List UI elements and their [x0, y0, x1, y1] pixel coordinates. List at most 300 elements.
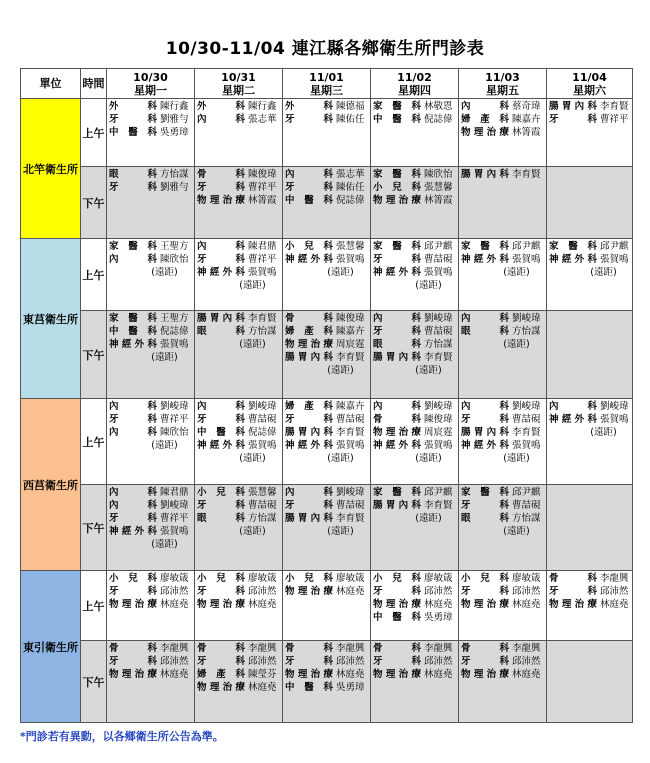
clinic-entry: [109, 426, 192, 439]
department: 內 科: [197, 401, 245, 412]
department: 神經外科: [197, 267, 245, 278]
clinic-entry: [285, 338, 368, 351]
clinic-entry: [285, 499, 368, 512]
department: 物理治療: [109, 599, 157, 610]
remote-note: (遠距): [503, 339, 530, 350]
doctor-name: 林庭堯: [424, 599, 453, 610]
doctor-name: 邱沛然: [160, 586, 189, 597]
department: 物理治療: [549, 599, 597, 610]
doctor-name: 劉峻瑋: [512, 313, 541, 324]
schedule-row: [21, 641, 633, 723]
department: 物理治療: [285, 586, 333, 597]
doctor-name: 張賀鳴: [424, 440, 453, 451]
doctor-name: 張志華: [248, 114, 277, 125]
doctor-name: 王聖方: [160, 241, 189, 252]
clinic-entry: [373, 351, 456, 364]
department: 骨 科: [197, 169, 245, 180]
department: 小 兒 科: [373, 182, 421, 193]
department: 物理治療: [373, 195, 421, 206]
department: 婦 產 科: [285, 401, 333, 412]
doctor-name: 林庭堯: [336, 586, 365, 597]
doctor-name: 陳嘉卉: [512, 114, 541, 125]
clinic-entry: [285, 512, 368, 525]
doctor-name: 陳君鼎: [160, 487, 189, 498]
doctor-name: 張賀鳴: [600, 254, 629, 265]
remote-note: (遠距): [415, 365, 442, 376]
department: 神經外科: [461, 254, 509, 265]
doctor-name: 劉峻瑋: [160, 500, 189, 511]
doctor-name: 李育賢: [424, 352, 453, 363]
department: 腸胃內科: [461, 427, 509, 438]
department: 中 醫 科: [373, 612, 421, 623]
doctor-name: 林庭堯: [248, 599, 277, 610]
schedule-cell: [547, 167, 633, 239]
clinic-entry: [197, 240, 280, 253]
department: 物理治療: [109, 669, 157, 680]
clinic-entry: [549, 100, 630, 113]
schedule-cell: [107, 399, 195, 485]
department: 內 科: [373, 401, 421, 412]
doctor-name: 劉雅勻: [160, 114, 189, 125]
department: 牙 科: [197, 656, 245, 667]
clinic-entry: [373, 100, 456, 113]
doctor-name: 張賀鳴: [424, 267, 453, 278]
department: 小 兒 科: [285, 573, 333, 584]
schedule-cell: [371, 167, 459, 239]
department: 內 科: [285, 487, 333, 498]
doctor-name: 林箐霞: [424, 195, 453, 206]
department: 牙 科: [549, 114, 597, 125]
department: 內 科: [109, 401, 157, 412]
department: 牙 科: [109, 414, 157, 425]
doctor-name: 李龍興: [248, 643, 277, 654]
day-header: 11/03 星期五: [459, 69, 547, 99]
clinic-entry: [461, 100, 544, 113]
clinic-entry: [109, 525, 192, 538]
department: 物理治療: [461, 127, 509, 138]
site-name: 北竿衛生所: [21, 99, 81, 239]
clinic-entry: [461, 113, 544, 126]
doctor-name: 林庭堯: [160, 599, 189, 610]
clinic-entry: [197, 400, 280, 413]
department: 小 兒 科: [461, 573, 509, 584]
department: 眼 科: [461, 326, 509, 337]
department: 牙 科: [461, 656, 509, 667]
clinic-entry: [109, 572, 192, 585]
clinic-entry: [285, 194, 368, 207]
clinic-entry: [373, 655, 456, 668]
doctor-name: 方怡謀: [160, 169, 189, 180]
clinic-entry: [373, 194, 456, 207]
doctor-name: 劉雅勻: [160, 182, 189, 193]
doctor-name: 陳俊瑋: [336, 313, 365, 324]
schedule-cell: [195, 399, 283, 485]
clinic-entry: [461, 426, 544, 439]
department: 物理治療: [197, 682, 245, 693]
department: 骨 科: [197, 643, 245, 654]
department: 神經外科: [285, 440, 333, 451]
period-label: 上午: [81, 99, 107, 167]
remote-note: (遠距): [415, 280, 442, 291]
schedule-cell: [107, 311, 195, 399]
department: 婦 產 科: [285, 326, 333, 337]
doctor-name: 李育賢: [336, 427, 365, 438]
clinic-entry: [109, 642, 192, 655]
department: 物理治療: [373, 427, 421, 438]
remote-note: (遠距): [415, 513, 442, 524]
department: 牙 科: [109, 586, 157, 597]
doctor-name: 倪誌偉: [248, 427, 277, 438]
clinic-entry: [109, 126, 192, 139]
department: 牙 科: [549, 586, 597, 597]
clinic-entry: [285, 486, 368, 499]
clinic-entry: [109, 113, 192, 126]
doctor-name: 邱沛然: [600, 586, 629, 597]
clinic-entry: [373, 168, 456, 181]
clinic-entry: [197, 572, 280, 585]
doctor-name: 張賀鳴: [512, 254, 541, 265]
doctor-name: 林庭堯: [248, 682, 277, 693]
clinic-entry: [197, 426, 280, 439]
clinic-entry: [109, 486, 192, 499]
doctor-name: 方怡謀: [512, 513, 541, 524]
department: 中 醫 科: [109, 127, 157, 138]
clinic-entry: [197, 194, 280, 207]
schedule-cell: [195, 641, 283, 723]
clinic-entry: [373, 181, 456, 194]
doctor-name: 廖敏箴: [512, 573, 541, 584]
department: 牙 科: [197, 254, 245, 265]
clinic-entry: [373, 572, 456, 585]
clinic-entry: [285, 181, 368, 194]
schedule-cell: [459, 167, 547, 239]
department: 家 醫 科: [373, 101, 421, 112]
department: 中 醫 科: [109, 326, 157, 337]
remote-note: (遠距): [327, 365, 354, 376]
doctor-name: 曹喆硯: [336, 414, 365, 425]
doctor-name: 邱沛然: [248, 656, 277, 667]
doctor-name: 廖敏箴: [248, 573, 277, 584]
department: 家 醫 科: [461, 241, 509, 252]
remote-note: (遠距): [239, 526, 266, 537]
doctor-name: 方怡謀: [512, 326, 541, 337]
department: 家 醫 科: [549, 241, 597, 252]
doctor-name: 劉峻瑋: [424, 401, 453, 412]
doctor-name: 陳行鑫: [248, 101, 277, 112]
doctor-name: 吳勇璋: [336, 682, 365, 693]
schedule-cell: [283, 239, 371, 311]
remote-note: (遠距): [503, 267, 530, 278]
doctor-name: 邱尹麒: [424, 241, 453, 252]
department: 腸胃內科: [461, 169, 509, 180]
department: 眼 科: [461, 513, 509, 524]
clinic-entry: [109, 655, 192, 668]
schedule-cell: [547, 641, 633, 723]
schedule-cell: [547, 399, 633, 485]
clinic-entry: [549, 598, 630, 611]
clinic-entry: [461, 499, 544, 512]
clinic-schedule-table: [20, 68, 633, 723]
doctor-name: 張志華: [336, 169, 365, 180]
schedule-cell: [195, 311, 283, 399]
clinic-entry: [109, 413, 192, 426]
schedule-cell: [547, 485, 633, 571]
doctor-name: 劉峻瑋: [512, 401, 541, 412]
department: 神經外科: [373, 440, 421, 451]
doctor-name: 曹祥平: [248, 254, 277, 265]
department: 家 醫 科: [109, 313, 157, 324]
schedule-row: [21, 167, 633, 239]
schedule-cell: [371, 239, 459, 311]
remote-note: (遠距): [590, 267, 617, 278]
department: 內 科: [373, 313, 421, 324]
schedule-row: [21, 399, 633, 485]
day-header: 10/31 星期二: [195, 69, 283, 99]
footnote: *門診若有異動，以各鄉衛生所公告為準。: [20, 730, 224, 743]
doctor-name: 李龍興: [336, 643, 365, 654]
department: 牙 科: [285, 500, 333, 511]
clinic-entry: [549, 413, 630, 426]
department: 外 科: [109, 101, 157, 112]
department: 內 科: [461, 101, 509, 112]
department: 神經外科: [285, 254, 333, 265]
doctor-name: 李育賢: [336, 513, 365, 524]
doctor-name: 林箐霞: [512, 127, 541, 138]
department: 牙 科: [373, 656, 421, 667]
department: 牙 科: [373, 586, 421, 597]
clinic-entry: [285, 655, 368, 668]
clinic-entry: [197, 486, 280, 499]
department: 骨 科: [461, 643, 509, 654]
doctor-name: 曹喆硯: [248, 500, 277, 511]
clinic-entry: [109, 253, 192, 266]
doctor-name: 劉峻瑋: [424, 313, 453, 324]
schedule-cell: [107, 485, 195, 571]
department: 物理治療: [373, 599, 421, 610]
department: 腸胃內科: [285, 513, 333, 524]
department: 小 兒 科: [285, 241, 333, 252]
remote-note: (遠距): [239, 453, 266, 464]
department: 眼 科: [373, 339, 421, 350]
schedule-cell: [107, 641, 195, 723]
clinic-entry: [109, 668, 192, 681]
doctor-name: 曹祥平: [160, 414, 189, 425]
department: 內 科: [461, 401, 509, 412]
doctor-name: 陳俊瑋: [424, 414, 453, 425]
department: 神經外科: [461, 440, 509, 451]
department: 外 科: [197, 101, 245, 112]
doctor-name: 方怡謀: [248, 513, 277, 524]
schedule-cell: [459, 641, 547, 723]
clinic-entry: [373, 486, 456, 499]
clinic-entry: [549, 585, 630, 598]
department: 牙 科: [109, 182, 157, 193]
clinic-entry: [197, 100, 280, 113]
doctor-name: 林庭堯: [160, 669, 189, 680]
doctor-name: 李龍興: [512, 643, 541, 654]
clinic-entry: [461, 413, 544, 426]
clinic-entry: [373, 642, 456, 655]
clinic-entry: [285, 426, 368, 439]
doctor-name: 周宸霆: [424, 427, 453, 438]
clinic-entry: [109, 168, 192, 181]
schedule-cell: [195, 99, 283, 167]
department: 牙 科: [373, 326, 421, 337]
remote-note: (遠距): [239, 280, 266, 291]
doctor-name: 陳欣怡: [160, 254, 189, 265]
doctor-name: 陳佑任: [336, 182, 365, 193]
remote-note: (遠距): [327, 526, 354, 537]
department: 神經外科: [109, 526, 157, 537]
clinic-entry: [109, 400, 192, 413]
clinic-entry: [461, 253, 544, 266]
remote-note: (遠距): [327, 267, 354, 278]
clinic-entry: [197, 113, 280, 126]
clinic-entry: [461, 585, 544, 598]
doctor-name: 曹祥平: [160, 513, 189, 524]
doctor-name: 張慧馨: [336, 241, 365, 252]
remote-note: (遠距): [151, 267, 178, 278]
department: 小 兒 科: [197, 573, 245, 584]
department: 物理治療: [461, 599, 509, 610]
clinic-entry: [461, 598, 544, 611]
clinic-entry: [373, 499, 456, 512]
clinic-entry: [461, 512, 544, 525]
clinic-entry: [197, 181, 280, 194]
clinic-entry: [373, 240, 456, 253]
department: 腸胃內科: [285, 352, 333, 363]
doctor-name: 陳欣怡: [424, 169, 453, 180]
department: 眼 科: [197, 326, 245, 337]
schedule-cell: [459, 399, 547, 485]
clinic-entry: [373, 400, 456, 413]
clinic-entry: [549, 240, 630, 253]
doctor-name: 倪誌偉: [424, 114, 453, 125]
clinic-entry: [285, 240, 368, 253]
doctor-name: 廖敏箴: [424, 573, 453, 584]
clinic-entry: [373, 585, 456, 598]
doctor-name: 李龍興: [600, 573, 629, 584]
doctor-name: 張賀鳴: [248, 267, 277, 278]
remote-note: (遠距): [503, 526, 530, 537]
department: 物理治療: [285, 669, 333, 680]
clinic-entry: [285, 100, 368, 113]
doctor-name: 邱沛然: [424, 656, 453, 667]
schedule-cell: [283, 99, 371, 167]
remote-note: (遠距): [239, 339, 266, 350]
clinic-entry: [109, 312, 192, 325]
site-name: 西莒衛生所: [21, 399, 81, 571]
department: 內 科: [109, 500, 157, 511]
schedule-cell: [283, 485, 371, 571]
clinic-entry: [373, 338, 456, 351]
department: 神經外科: [109, 339, 157, 350]
department: 家 醫 科: [373, 241, 421, 252]
schedule-cell: [459, 485, 547, 571]
clinic-entry: [109, 338, 192, 351]
schedule-cell: [371, 99, 459, 167]
clinic-entry: [285, 668, 368, 681]
doctor-name: 張賀鳴: [336, 440, 365, 451]
schedule-cell: [547, 311, 633, 399]
schedule-row: [21, 485, 633, 571]
schedule-cell: [459, 571, 547, 641]
clinic-entry: [285, 642, 368, 655]
doctor-name: 曹喆硯: [248, 414, 277, 425]
clinic-entry: [109, 598, 192, 611]
department: 家 醫 科: [109, 241, 157, 252]
clinic-entry: [109, 585, 192, 598]
schedule-cell: [107, 167, 195, 239]
doctor-name: 劉峻瑋: [248, 401, 277, 412]
clinic-entry: [461, 400, 544, 413]
department: 家 醫 科: [373, 487, 421, 498]
doctor-name: 劉峻瑋: [600, 401, 629, 412]
remote-note: (遠距): [151, 539, 178, 550]
doctor-name: 陳瑩芬: [248, 669, 277, 680]
schedule-row: [21, 571, 633, 641]
doctor-name: 陳君鼎: [248, 241, 277, 252]
department: 小 兒 科: [197, 487, 245, 498]
clinic-entry: [461, 642, 544, 655]
doctor-name: 張賀鳴: [336, 254, 365, 265]
doctor-name: 林庭堯: [512, 669, 541, 680]
clinic-entry: [197, 655, 280, 668]
clinic-entry: [549, 253, 630, 266]
period-label: 上午: [81, 239, 107, 311]
doctor-name: 邱沛然: [336, 656, 365, 667]
doctor-name: 李育賢: [512, 169, 541, 180]
time-header: 時間: [81, 69, 107, 99]
clinic-entry: [285, 168, 368, 181]
doctor-name: 吳勇璋: [160, 127, 189, 138]
department: 內 科: [197, 114, 245, 125]
remote-note: (遠距): [327, 453, 354, 464]
clinic-entry: [373, 668, 456, 681]
schedule-row: [21, 239, 633, 311]
clinic-entry: [549, 400, 630, 413]
doctor-name: 張賀鳴: [248, 440, 277, 451]
doctor-name: 陳佑任: [336, 114, 365, 125]
period-label: 下午: [81, 485, 107, 571]
clinic-entry: [461, 668, 544, 681]
department: 家 醫 科: [373, 169, 421, 180]
doctor-name: 陳行鑫: [160, 101, 189, 112]
schedule-cell: [547, 239, 633, 311]
day-header: 11/01 星期三: [283, 69, 371, 99]
schedule-cell: [371, 641, 459, 723]
department: 牙 科: [197, 414, 245, 425]
department: 外 科: [285, 101, 333, 112]
clinic-entry: [197, 499, 280, 512]
department: 小 兒 科: [373, 573, 421, 584]
clinic-entry: [373, 611, 456, 624]
department: 家 醫 科: [461, 487, 509, 498]
doctor-name: 邱尹麒: [600, 241, 629, 252]
department: 神經外科: [373, 267, 421, 278]
department: 腸胃內科: [549, 101, 597, 112]
department: 牙 科: [373, 254, 421, 265]
clinic-entry: [373, 325, 456, 338]
remote-note: (遠距): [590, 427, 617, 438]
doctor-name: 劉峻瑋: [160, 401, 189, 412]
schedule-cell: [371, 399, 459, 485]
period-label: 上午: [81, 399, 107, 485]
doctor-name: 曹喆硯: [424, 326, 453, 337]
department: 神經外科: [197, 440, 245, 451]
department: 骨 科: [285, 643, 333, 654]
doctor-name: 陳嘉卉: [336, 326, 365, 337]
